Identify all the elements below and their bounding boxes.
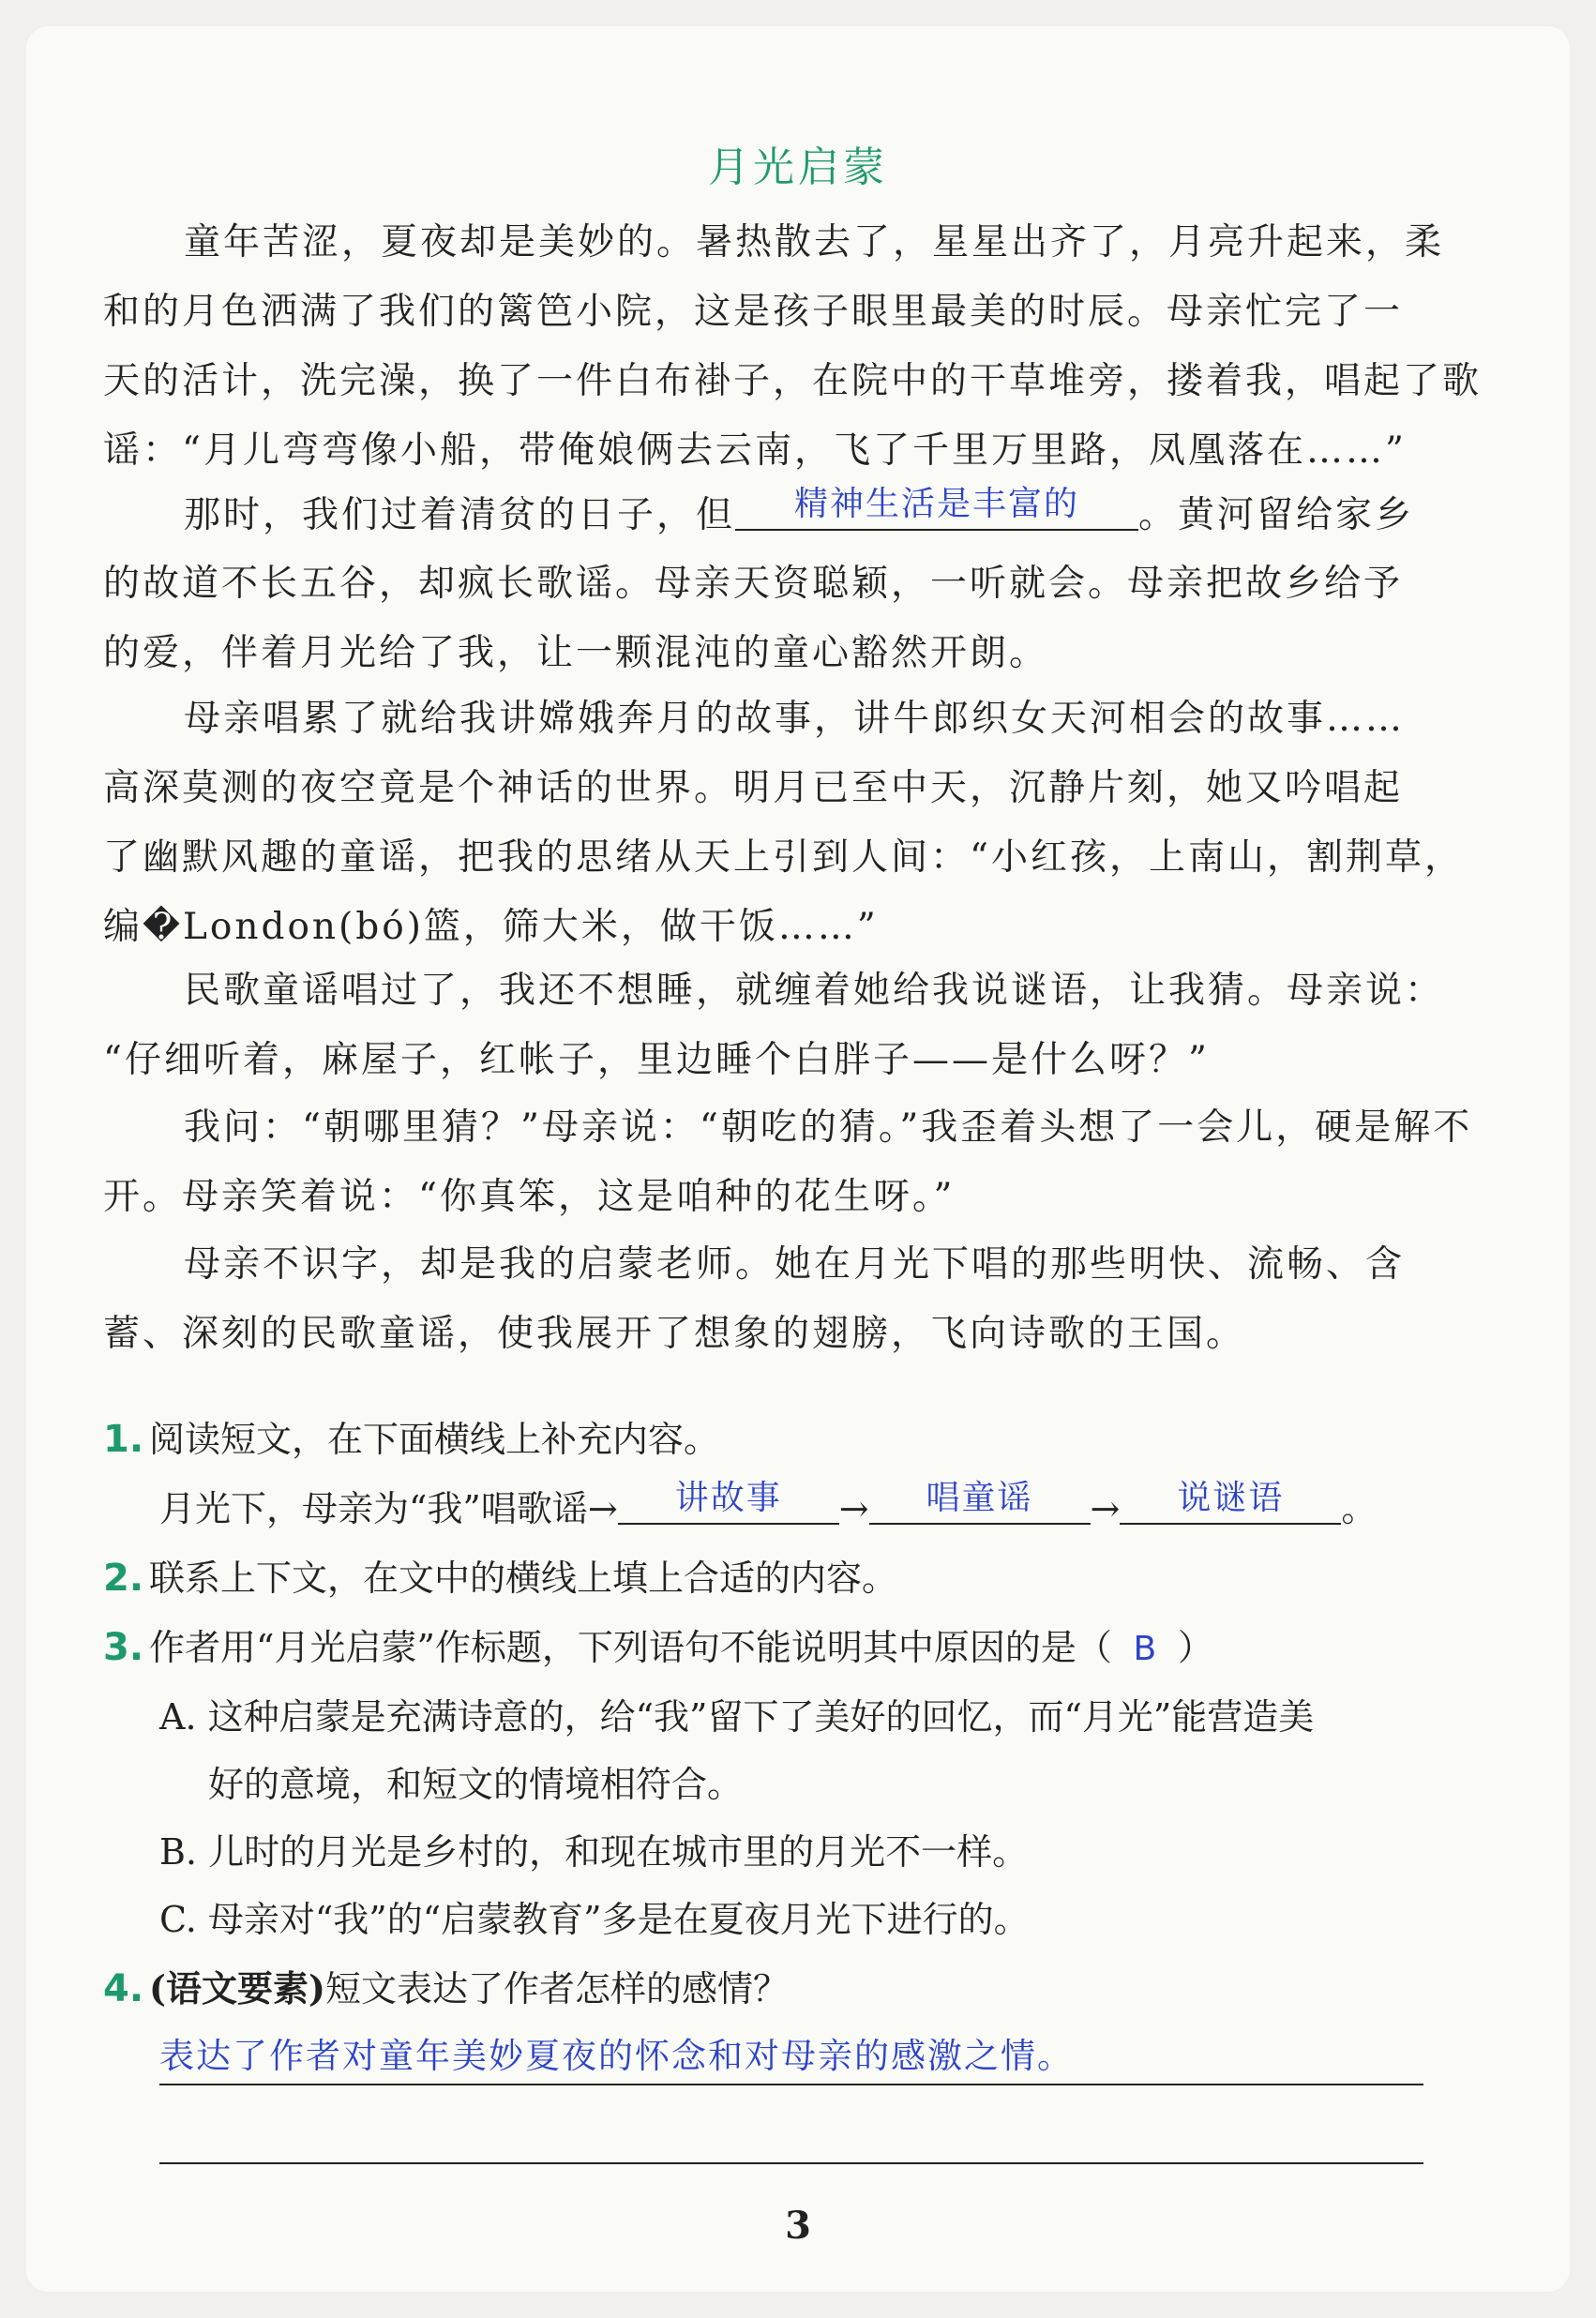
answer-lead: 月光下，母亲为“我”唱歌谣→ [159, 1488, 618, 1529]
paragraph-4 [103, 956, 1445, 1095]
page-number: 3 [785, 2204, 811, 2248]
question-3 [103, 1618, 1453, 1670]
question-1-answer-line [159, 1474, 1377, 1531]
text-line: 母亲唱累了就给我讲嫦娥奔月的故事，讲牛郎织女天河相会的故事…… [184, 698, 1406, 740]
answer-rule [159, 2162, 1423, 2164]
question-2 [103, 1549, 1453, 1601]
paren-close: ） [1177, 1627, 1213, 1668]
text-line: “仔细听着，麻屋子，红帐子，里边睡个白胖子——是什么呀？” [103, 1039, 1210, 1081]
fill-blank[interactable] [735, 480, 1138, 531]
answer-rule [159, 2084, 1423, 2085]
question-number: 4. [103, 1967, 144, 2010]
question-tag: (语文要素) [149, 1967, 325, 2009]
question-number: 3. [103, 1626, 144, 1669]
option-c: C. 母亲对“我”的“启蒙教育”多是在夏夜月光下进行的。 [159, 1899, 1030, 1940]
fill-blank[interactable] [1120, 1474, 1341, 1525]
fill-blank[interactable] [869, 1474, 1091, 1525]
question-text: 短文表达了作者怎样的感情？ [325, 1968, 790, 2009]
handwritten-answer: 讲故事 [674, 1479, 782, 1517]
text-line: 开。母亲笑着说：“你真笨，这是咱种的花生呀。” [103, 1176, 956, 1218]
text-line: 的故道不长五谷，却疯长歌谣。母亲天资聪颖，一听就会。母亲把故乡给予 [103, 563, 1404, 605]
question-number: 1. [103, 1418, 144, 1461]
text-line: 童年苦涩，夏夜却是美妙的。暑热散去了，星星出齐了，月亮升起来，柔 [184, 221, 1445, 263]
paragraph-2 [103, 480, 1435, 688]
handwritten-answer[interactable]: B [1133, 1630, 1157, 1668]
text-line: 和的月色洒满了我们的篱笆小院，这是孩子眼里最美的时辰。母亲忙完了一 [103, 291, 1404, 333]
paragraph-1 [103, 208, 1483, 486]
handwritten-answer: 精神生活是丰富的 [794, 485, 1080, 523]
option-b: B. 儿时的月光是乡村的，和现在城市里的月光不一样。 [159, 1831, 1029, 1873]
text-line: 民歌童谣唱过了，我还不想睡，就缠着她给我说谜语，让我猜。母亲说： [184, 970, 1445, 1012]
arrow: → [838, 1488, 869, 1529]
handwritten-answer: 唱童谣 [926, 1479, 1033, 1517]
question-1 [103, 1410, 1453, 1462]
text-line: 的爱，伴着月光给了我，让一颗混沌的童心豁然开朗。 [103, 632, 1049, 674]
paragraph-5 [103, 1093, 1473, 1232]
passage-title: 月光启蒙 [708, 143, 888, 191]
handwritten-answer[interactable]: 表达了作者对童年美妙夏夜的怀念和对母亲的感激之情。 [159, 2036, 1074, 2076]
text-line: 了幽默风趣的童谣，把我的思绪从天上引到人间：“小红孩，上南山，割荆草， [103, 836, 1464, 879]
question-number: 2. [103, 1557, 144, 1600]
arrow: → [1090, 1488, 1121, 1529]
option-a: A. 这种启蒙是充满诗意的，给“我”留下了美好的回忆，而“月光”能营造美 [159, 1696, 1315, 1738]
text-line: 编�London(bó)篮，筛大米，做干饭……” [103, 906, 879, 948]
handwritten-answer: 说谜语 [1177, 1479, 1285, 1517]
option-a-continued: 好的意境，和短文的情境相符合。 [208, 1764, 744, 1805]
paragraph-3 [103, 685, 1464, 962]
text-segment: 那时，我们过着清贫的日子，但 [184, 494, 736, 536]
text-line: 母亲不识字，却是我的启蒙老师。她在月光下唱的那些明快、流畅、含 [184, 1243, 1406, 1286]
text-line: 我问：“朝哪里猜？”母亲说：“朝吃的猜。”我歪着头想了一会儿，硬是解不 [184, 1106, 1473, 1149]
text-line: 蓄、深刻的民歌童谣，使我展开了想象的翅膀，飞向诗歌的王国。 [103, 1313, 1246, 1355]
paragraph-6 [103, 1230, 1435, 1369]
text-line [103, 480, 1435, 549]
text-segment: 。黄河留给家乡 [1138, 494, 1415, 536]
text-line: 谣：“月儿弯弯像小船，带俺娘俩去云南，飞了千里万里路，凤凰落在……” [103, 429, 1407, 472]
question-text: 阅读短文，在下面横线上补充内容。 [149, 1419, 720, 1460]
question-4 [103, 1960, 1453, 2011]
question-text: 作者用“月光启蒙”作标题，下列语句不能说明其中原因的是（ [149, 1627, 1112, 1668]
answer-end: 。 [1341, 1488, 1378, 1529]
question-text: 联系上下文，在文中的横线上填上合适的内容。 [149, 1558, 898, 1599]
text-line: 高深莫测的夜空竟是个神话的世界。明月已至中天，沉静片刻，她又吟唱起 [103, 767, 1404, 809]
text-line: 天的活计，洗完澡，换了一件白布褂子，在院中的干草堆旁，搂着我，唱起了歌 [103, 360, 1483, 402]
fill-blank[interactable] [618, 1474, 839, 1525]
